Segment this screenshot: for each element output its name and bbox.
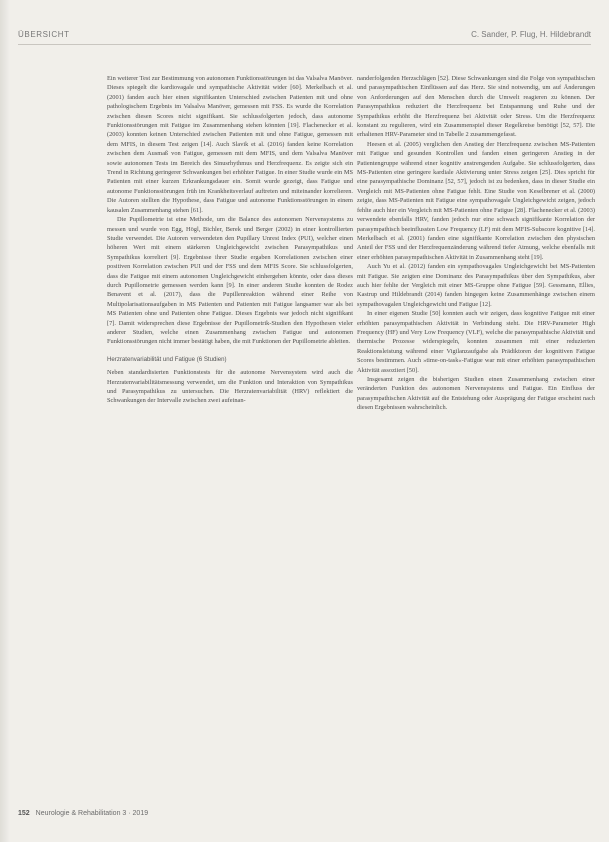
paragraph: nanderfolgenden Herzschlägen [52]. Diese Schwankungen sind die Folge von sympathischen und parasympathischen Einflüssen auf das Herz. Sie sind notwendig, um auf Änderungen von Anforderungen auf den Menschen durch die Umwelt reagieren zu können. Der Parasympathikus reduziert die Herzfrequenz bei Entspannung und Ruhe und der Sympathikus erhöht die Herzfrequenz bei Aktivität oder Stress. Um die Herzfrequenz konstant zu regulieren, wird ein Zusammenspiel dieser Regelkreise benötigt [52, 57]. Die erhaltenen HRV-Parameter sind in Tabelle 2 zusammengefasst. <box>357 75 595 139</box>
page-footer <box>18 810 148 817</box>
right-column <box>357 74 595 413</box>
header-authors: C. Sander, P. Flug, H. Hildebrandt <box>471 30 591 39</box>
left-column <box>107 74 353 406</box>
paragraph: Die Pupillometrie ist eine Methode, um die Balance des autonomen Nervensystems zu messen und wurde von Egg, Högl, Bichler, Berek und Berger (2002) in einer kontrollierten Studie verwendet. Die Autoren verwendeten den Pupillary Unrest Index (PUI), welcher einen höheren Wert mit einem stärkeren Ungleichgewicht zwischen Parasympathikus und Sympathikus korreliert [9]. Ergebnisse ihrer Studie ergaben Korrelationen zwischen einer positiven Korrelation zwischen PUI und der FSS und dem MFIS Score. Sie schlussfolgerten, dass die Fatigue mit einem autonomen Ungleichgewicht einhergehen könnte, oder dass dieses durch Pupillometrie gemessen werden kann [9]. In einer anderen Studie konnten de Rodez Benavent et al. (2017), dass die Pupillenreaktion während einer Reihe von Multipolarisationsaufgaben in MS Patienten und Patienten mit Fatigue langsamer war als bei MS Patienten ohne und Patienten ohne Fatigue. Dieses Ergebnis war jedoch nicht signifikant [7]. Damit widersprechen diese Ergebnisse der Pupillometrik-Studien den Hypothesen vieler anderer Studien, welche einen Zusammenhang zwischen Fatigue und autonomen Funktionsstörungen nicht immer bestätigt haben, die mit Funktionen der Pupillometrie ableiten. <box>107 216 353 346</box>
running-header <box>18 28 591 45</box>
paragraph: Auch Yu et al. (2012) fanden ein sympathovagales Ungleichgewicht bei MS-Patienten mit Fatigue. Sie zeigten eine Dominanz des Parasympathikus über den Sympathikus, aber auch hier fehlte der Vergleich mit einer MS-Gruppe ohne Fatigue [59]. Gessmann, Ellies, Kastrup und Hildebrandt (2014) fanden hingegen keine Zusammenhänge zwischen einem sympathovagalen Ungleichgewicht und Fatigue [12]. <box>357 263 595 308</box>
journal-name: Neurologie & Rehabilitation 3 · 2019 <box>35 810 149 817</box>
paragraph: Ein weiterer Test zur Bestimmung von autonomen Funktionsstörungen ist das Valsalva Manöver. Dieses spiegelt die kardiovagale und sympathische Aktivität wider [60]. Merkelbach et al. (2001) fanden auch hier einen signifikanten Unterschied zwischen Patienten mit und ohne pathologischem Ergebnis im Valsalva Manöver, gemessen mit FSS. Es wurde die Korrelation zwischen diesen Scores nicht signifikant. Sie schlussfolgerten jedoch, dass autonome Funktionsstörungen mit Fatigue im Zusammenhang stehen könnten [19]. Flachenecker et al. (2003) konnten keinen Unterschied zwischen Patienten mit und ohne Fatigue, gemessen mit dem MFIS, in diesem Test zeigen [14]. Auch Slavik et al. (2016) fanden keine Korrelation zwischen dem Ausmaß von Fatigue, gemessen mit dem MFIS, und dem Valsalva Manöver sowie autonomen Tests im Bereich des Sinusrhythmus und Herzfrequenz. Es zeigte sich ein Trend in Richtung geringerer Schwankungen bei erhöhter Fatigue. In einer Studie wurde ein MS Patienten mit einer kurzen Erkrankungsdauer ein. Somit wurde gezeigt, dass Fatigue und autonome Funktionsstörungen früh im Krankheitsverlauf auftreten und miteinander korrelieren. Die Autoren stellten die Hypothese, dass Fatigue und autonome Funktionsstörungen in einem kausalen Zusammenhang stehen [61]. <box>107 75 353 214</box>
paragraph: Heesen et al. (2005) verglichen den Anstieg der Herzfrequenz zwischen MS-Patienten mit Fatigue und gesunden Kontrollen und fanden einen geringeren Anstieg in der Patientengruppe während einer kognitiv anstrengenden Aufgabe. Sie schlussfolgerten, dass MS-Patienten eine geringere kardiale Aktivierung unter Stress zeigen [25]. Dies spricht für eine parasympathische Dominanz [52, 57], jedoch ist zu bedenken, dass in dieser Studie ein Vergleich mit MS-Patienten ohne Fatigue fehlt. Eine Studie von Keselbrener et al. (2000) zeigte, dass MS-Patienten mit Fatigue eine sympathovagale Ungleichgewicht zeigen, jedoch fehlte auch hier ein Vergleich mit MS-Patienten ohne Fatigue [28]. Flachenecker et al. (2003) verwendete ebenfalls HRV, fanden jedoch nur eine schwach signifikante Korrelation der parasympathisch beeinflussten Low Frequency (LF) mit dem MFIS-Subscore kognitive [14]. Merkelbach et al. (2001) fanden eine signifikante Korrelation zwischen den physischen Anteil der FSS und der Herzfrequenzänderung während tiefer Atmung, welche ebenfalls mit einer erhöhten parasympathischen Aktivität in Zusammenhang steht [19]. <box>357 140 595 261</box>
page-number: 152 <box>18 810 30 817</box>
subsection-heading: Herzratenvariabilität und Fatigue (6 Studien) <box>107 355 227 363</box>
paragraph: Neben standardisierten Funktionstests für die autonome Nervensystem wird auch die Herzratenvariabilitätsmessung verwendet, um die Funktion und Interaktion von Sympathikus und Parasympathikus zu untersuchen. Die Herzratenvariabilität (HRV) reflektiert die Schwankungen der Intervalle zwischen zwei aufeinan- <box>107 369 353 405</box>
paragraph: Insgesamt zeigen die bisherigen Studien einen Zusammenhang zwischen einer veränderten Funktion des autonomen Nervensystems und Fatigue. Ein Einfluss der parasympathischen Aktivität auf die Entstehung oder Ausprägung der Fatigue erscheint nach diesen Ergebnissen wahrscheinlich. <box>357 376 595 412</box>
page-edge-shadow <box>0 0 10 842</box>
paragraph: In einer eigenen Studie [50] konnten auch wir zeigen, dass kognitive Fatigue mit einer erhöhten parasympathischen Aktivität in Verbindung steht. Die HRV-Parameter High Frequency (HF) und Very Low Frequency (VLF), welche die parasympathische Aktivität und thermische Prozesse widerspiegeln, konnten zusammen mit einer reduzierten Reaktionsleistung während einer Vigilanzaufgabe als Prädiktoren der kognitiven Fatigue Scores bestimmen. Auch »time-on-task«-Fatigue war mit einer erhöhten parasympathischen Aktivität assoziiert [50]. <box>357 310 595 374</box>
section-label: ÜBERSICHT <box>18 30 70 39</box>
